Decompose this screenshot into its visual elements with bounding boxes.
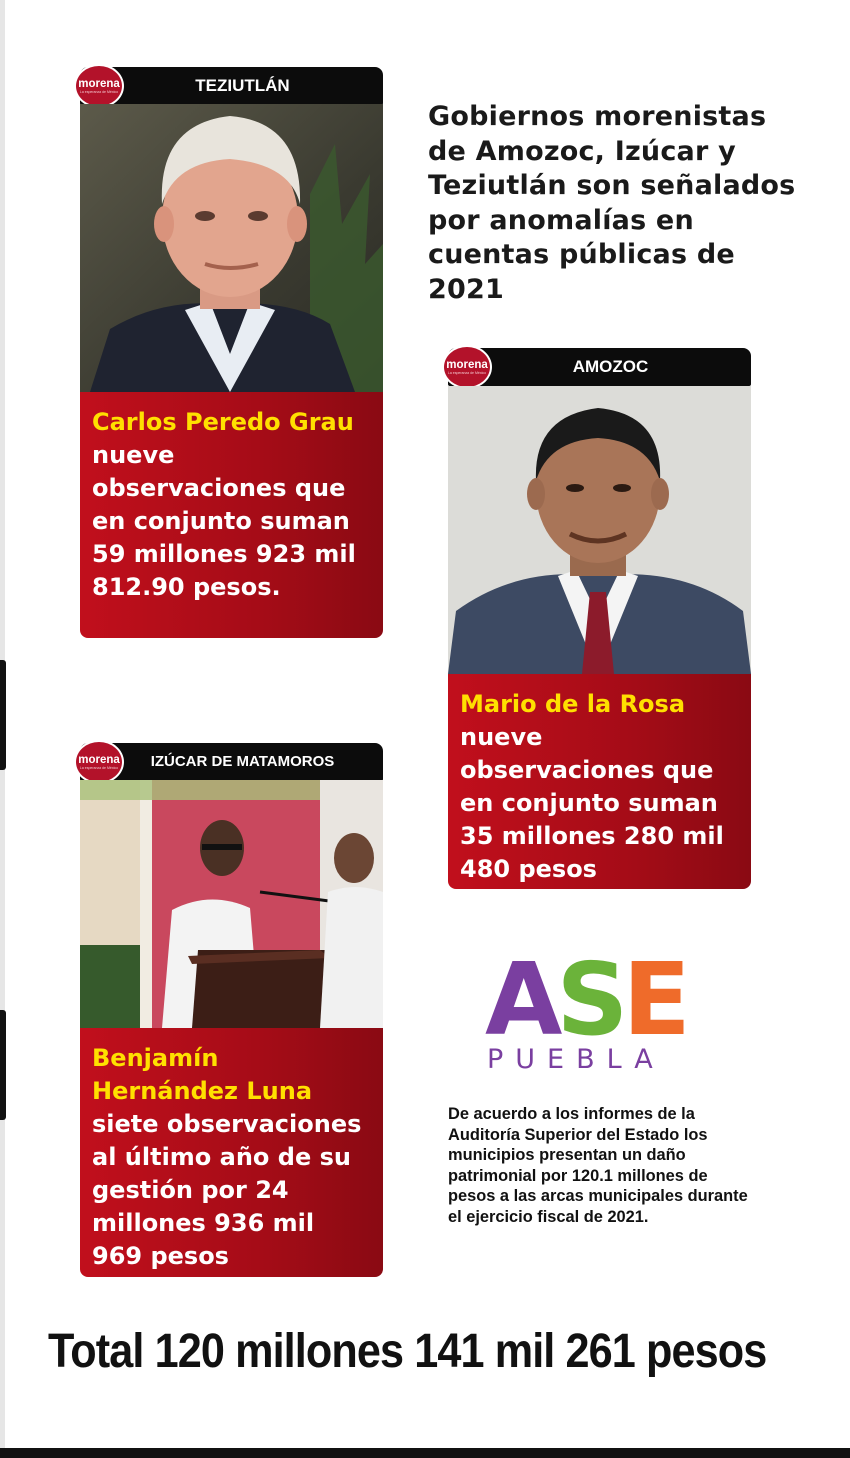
ase-logo-subtitle: PUEBLA	[487, 1044, 665, 1075]
observations-text: siete observaciones al último año de su gestión por 24 millones 936 mil 969 pesos	[92, 1110, 362, 1270]
ase-letter-s: S	[556, 941, 623, 1058]
morena-logo-text: morena	[78, 754, 120, 766]
headline: Gobiernos morenistas de Amozoc, Izúcar y Teziutlán son señalados por anomalías en cuentas públicas de 2021	[428, 101, 796, 305]
municipality-label: IZÚCAR DE MATAMOROS	[150, 753, 335, 770]
morena-logo-subtext: La esperanza de México	[79, 90, 119, 94]
morena-logo-text: morena	[446, 359, 488, 371]
official-name: Carlos Peredo Grau	[92, 408, 354, 436]
bottom-bar	[0, 1448, 850, 1458]
municipality-bar	[448, 348, 751, 386]
morena-logo	[74, 740, 124, 784]
municipality-label: AMOZOC	[572, 357, 649, 376]
ase-logo-letters	[485, 941, 695, 1058]
portrait-photo	[448, 386, 751, 674]
edge-tab	[0, 660, 6, 770]
ase-puebla-logo	[485, 941, 695, 1078]
observations-text: nueve observaciones que en conjunto suman 59 millones 923 mil 812.90 pesos.	[92, 441, 356, 601]
morena-logo-subtext: La esperanza de México	[447, 371, 487, 375]
municipality-label: TEZIUTLÁN	[195, 76, 290, 95]
observations-text: nueve observaciones que en conjunto suman 35 millones 280 mil 480 pesos	[460, 723, 724, 883]
municipality-bar	[80, 67, 383, 105]
info-box	[80, 1028, 383, 1277]
info-box	[80, 392, 383, 638]
portrait-photo	[80, 104, 383, 392]
total-amount: Total 120 millones 141 mil 261 pesos	[48, 1325, 767, 1378]
event-illustration	[80, 780, 383, 1028]
portrait-illustration	[80, 104, 383, 392]
edge-tab	[0, 1010, 6, 1120]
official-name: Benjamín Hernández Luna	[92, 1044, 313, 1105]
event-photo	[80, 780, 383, 1028]
portrait-illustration	[448, 386, 751, 674]
ase-letter-a: A	[485, 941, 557, 1058]
morena-logo-subtext: La esperanza de México	[79, 766, 119, 770]
ase-letter-e: E	[622, 941, 685, 1058]
info-box	[448, 674, 751, 889]
morena-logo	[442, 345, 492, 389]
morena-logo	[74, 64, 124, 108]
official-name: Mario de la Rosa	[460, 690, 686, 718]
municipality-bar	[80, 743, 383, 781]
morena-logo-text: morena	[78, 78, 120, 90]
audit-note: De acuerdo a los informes de la Auditoría Superior del Estado los municipios presentan un daño patrimonial por 120.1 millones de pesos a las arcas municipales durante el ejercicio fiscal de 2021.	[448, 1105, 748, 1226]
